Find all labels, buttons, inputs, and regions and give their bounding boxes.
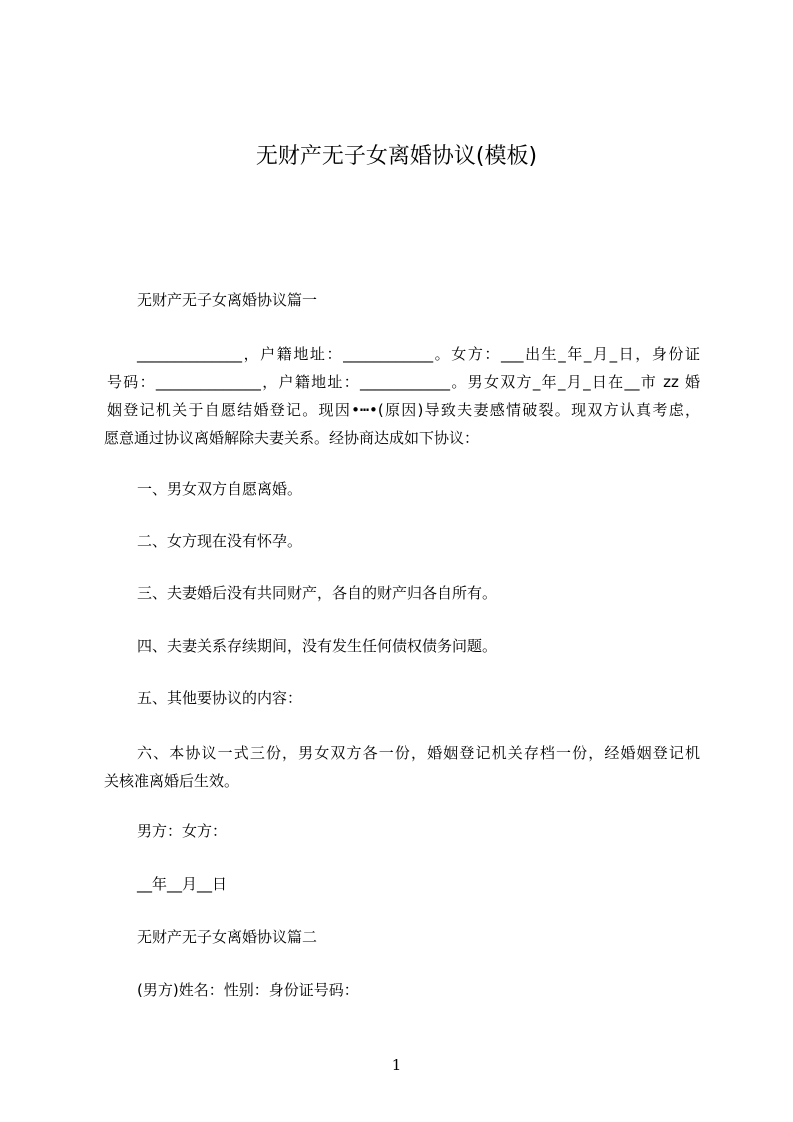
clause-2: 二、女方现在没有怀孕。 [137,532,303,550]
intro-line-4: 愿意通过协议离婚解除夫妻关系。经协商达成如下协议： [104,429,480,447]
section2-heading: 无财产无子女离婚协议篇二 [137,928,318,946]
page-number: 1 [391,1056,402,1074]
intro-line-3: 姻登记机关于自愿结婚登记。现因•┅•(原因)导致夫妻感情破裂。现双方认真考虑， [107,401,700,419]
document-title: 无财产无子女离婚协议(模板) [255,144,538,169]
intro-paragraph [104,340,700,452]
clause-5: 五、其他要协议的内容： [137,689,303,707]
clause-6-paragraph [104,739,700,795]
section1-heading: 无财产无子女离婚协议篇一 [137,291,318,309]
section2-first-line: (男方)姓名：性别：身份证号码： [137,981,359,999]
clause-6-line-2: 关核准离婚后生效。 [104,772,240,790]
signature-line: 男方：女方： [137,822,228,840]
date-line: __年__月__日 [137,875,228,893]
clause-1: 一、男女双方自愿离婚。 [137,480,303,498]
clause-4: 四、夫妻关系存续期间，没有发生任何债权债务问题。 [137,637,498,655]
clause-3: 三、夫妻婚后没有共同财产，各自的财产归各自所有。 [137,584,498,602]
clause-6-line-1: 六、本协议一式三份，男女双方各一份，婚姻登记机关存档一份，经婚姻登记机 [137,744,700,762]
intro-line-1: ______________，户籍地址：____________。女方：___出生_年_月_日，身份证 [137,345,700,363]
intro-line-2: 号码：______________，户籍地址：____________。男女双方_年_月_日在__市 zz 婚 [107,373,700,391]
